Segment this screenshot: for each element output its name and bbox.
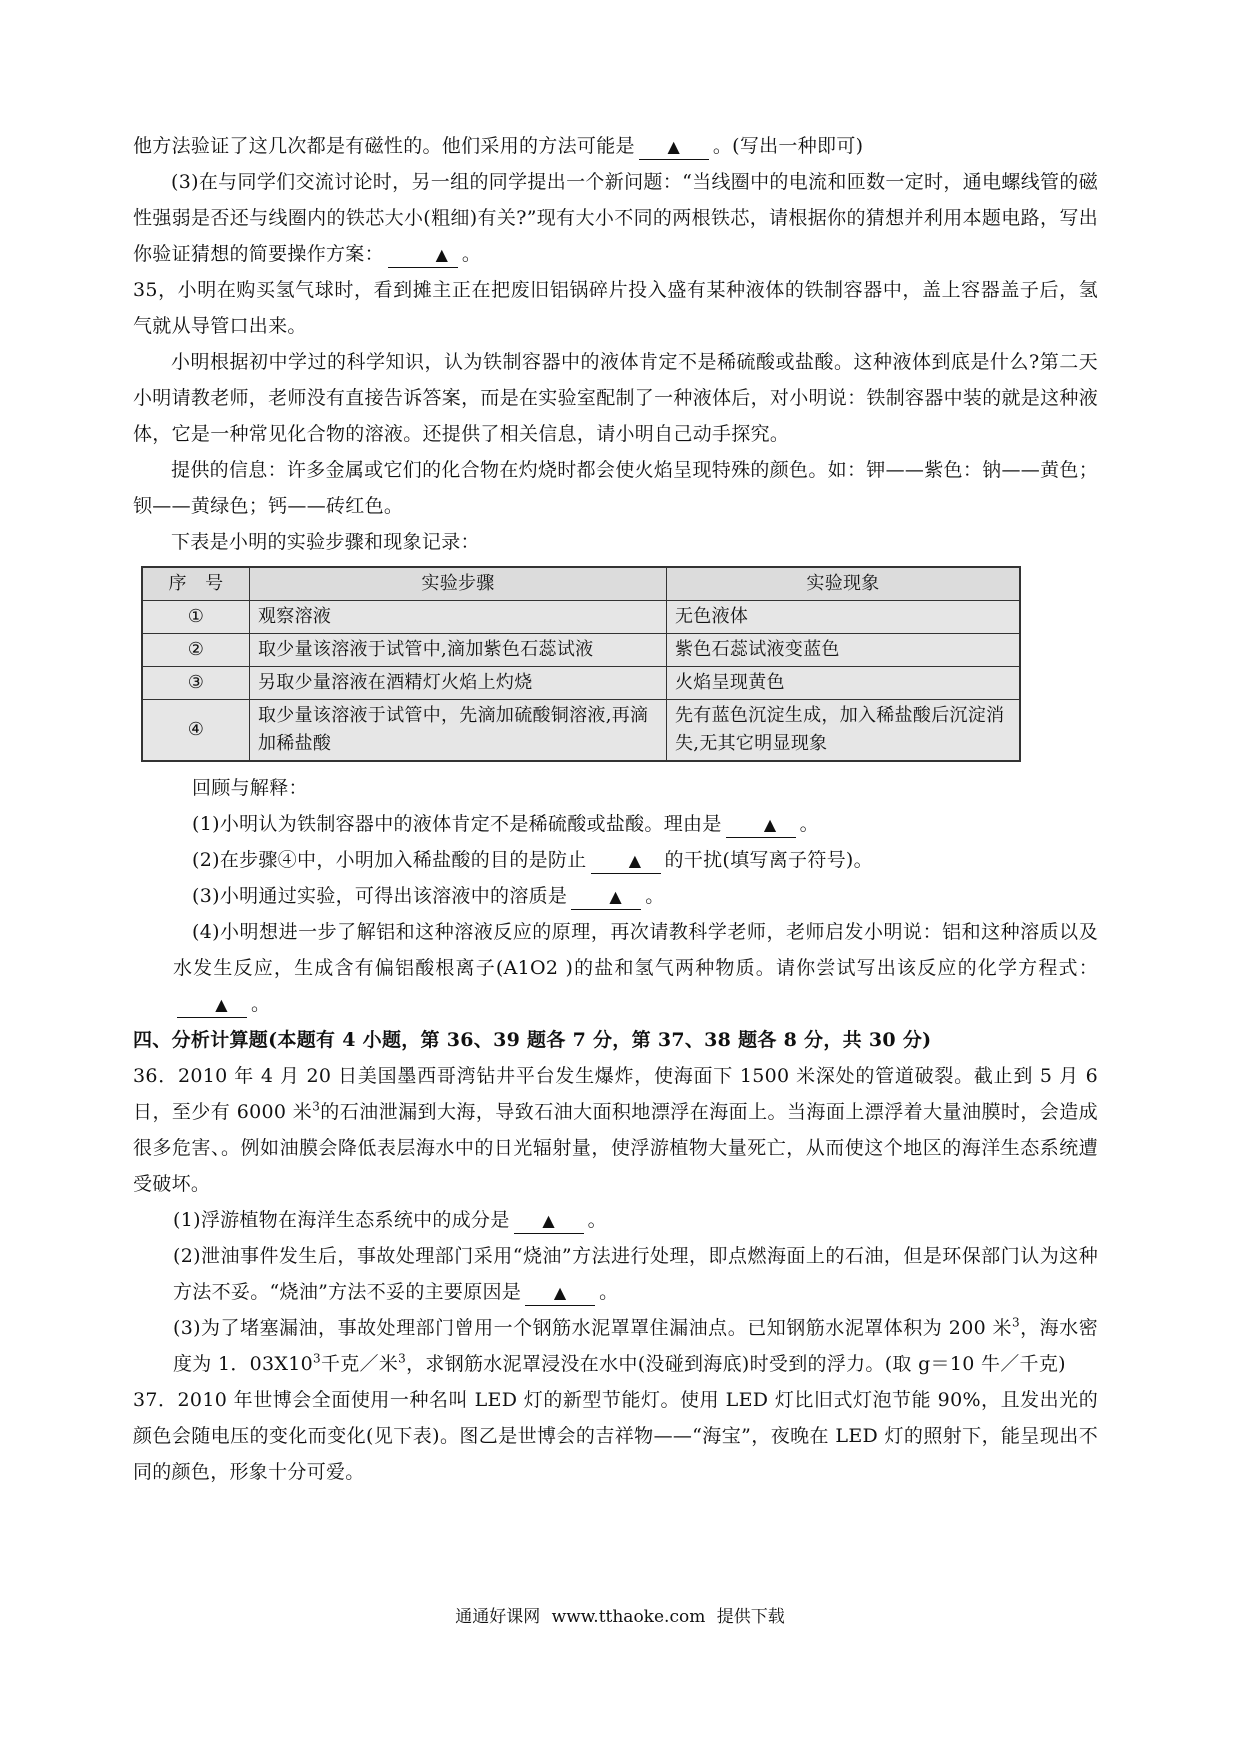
page-footer [0,1602,1240,1627]
row-observation: 火焰呈现黄色 [667,667,1021,700]
q35-r1: (1)小明认为铁制容器中的液体肯定不是稀硫酸或盐酸。理由是 ▲ 。 [133,806,1098,842]
row-step: 观察溶液 [250,601,667,634]
answer-blank[interactable]: ▲ [525,1280,595,1306]
table-row [142,700,1020,762]
col-header-step: 实验步骤 [250,567,667,601]
answer-blank[interactable]: ▲ [639,134,709,160]
q35-para1: 小明根据初中学过的科学知识，认为铁制容器中的液体肯定不是稀硫酸或盐酸。这种液体到底是什么?第二天小明请教老师，老师没有直接告诉答案，而是在实验室配制了一种液体后，对小明说：铁制容器中装的就是这种液体，它是一种常见化合物的溶液。还提供了相关信息，请小明自己动手探究。 [133,351,1099,445]
row-index: ② [142,634,250,667]
q36-intro: 36．2010 年 4 月 20 日美国墨西哥湾钻井平台发生爆炸，使海面下 1500 米深处的管道破裂。截止到 5 月 6 日，至少有 6000 米$^3$的石油泄漏到大海，导致石油大面积地漂浮在海面上。当海面上漂浮着大量油膜时，会造成很多危害、。例如油膜会降低表层海水中的日光辐射量，使浮游植物大量死亡，从而使这个地区的海洋生态系统遭受破坏。 [133,1065,1098,1195]
row-observation: 无色液体 [667,601,1021,634]
table-row [142,601,1020,634]
row-index: ① [142,601,250,634]
col-header-index: 序 号 [142,567,250,601]
answer-blank[interactable]: ▲ [591,848,661,874]
q35-table-intro: 下表是小明的实验步骤和现象记录： [171,531,480,553]
row-observation: 紫色石蕊试液变蓝色 [667,634,1021,667]
footer-action: 提供下载 [716,1607,785,1627]
q35-r4: (4)小明想进一步了解铝和这种溶液反应的原理，再次请教科学老师，老师启发小明说：铝和这种溶质以及水发生反应，生成含有偏铝酸根离子(A1O2 )的盐和氢气两种物质。请你尝试写出该反应的化学方程式：▲ 。 [133,914,1098,1022]
footer-url[interactable]: www.tthaoke.com [551,1607,706,1627]
answer-blank[interactable]: ▲ [726,812,796,838]
q34-method-line: 他方法验证了这几次都是有磁性的。他们采用的方法可能是 ▲ 。(写出一种即可) [133,128,1098,164]
q36-s1: (1)浮游植物在海洋生态系统中的成分是 ▲ 。 [133,1202,1098,1238]
answer-blank[interactable]: ▲ [571,884,641,910]
q36-s3: (3)为了堵塞漏油，事故处理部门曾用一个钢筋水泥罩罩住漏油点。已知钢筋水泥罩体积为 200 米$^3$，海水密度为 1．$03X10^3$千克／米$^3$，求钢筋水泥罩浸没在水中(没碰到海底)时受到的浮力。(取 g＝10 牛／千克) [173,1315,1098,1375]
q34-sub3: (3)在与同学们交流讨论时，另一组的同学提出一个新问题：“当线圈中的电流和匝数一定时，通电螺线管的磁性强弱是否还与线圈内的铁芯大小(粗细)有关?”现有大小不同的两根铁芯，请根据你的猜想并利用本题电路，写出你验证猜想的简要操作方案： ▲ 。 [133,164,1098,272]
row-index: ④ [142,700,250,762]
table-header-row [142,567,1020,601]
q35-review-title: 回顾与解释： [192,777,308,799]
row-step: 取少量该溶液于试管中,滴加紫色石蕊试液 [250,634,667,667]
q35-r3: (3)小明通过实验，可得出该溶液中的溶质是 ▲ 。 [133,878,1098,914]
experiment-table [141,566,1021,762]
q35-intro: 35，小明在购买氢气球时，看到摊主正在把废旧铝锅碎片投入盛有某种液体的铁制容器中，盖上容器盖子后，氢气就从导管口出来。 [133,279,1098,337]
row-step: 取少量该溶液于试管中，先滴加硫酸铜溶液,再滴加稀盐酸 [250,700,667,762]
q35-r2: (2)在步骤④中，小明加入稀盐酸的目的是防止 ▲ 的干扰(填写离子符号)。 [133,842,1098,878]
q35-info: 提供的信息：许多金属或它们的化合物在灼烧时都会使火焰呈现特殊的颜色。如：钾——紫色：钠——黄色；钡——黄绿色；钙——砖红色。 [133,459,1098,517]
table-row [142,634,1020,667]
row-step: 另取少量溶液在酒精灯火焰上灼烧 [250,667,667,700]
col-header-observation: 实验现象 [667,567,1021,601]
q37-text: 37．2010 年世博会全面使用一种名叫 LED 灯的新型节能灯。使用 LED 灯比旧式灯泡节能 90%，且发出光的颜色会随电压的变化而变化(见下表)。图乙是世博会的吉祥物——“海宝”，夜晚在 LED 灯的照射下，能呈现出不同的颜色，形象十分可爱。 [133,1389,1098,1483]
q36-s2: (2)泄油事件发生后，事故处理部门采用“烧油”方法进行处理，即点燃海面上的石油，但是环保部门认为这种方法不妥。“烧油”方法不妥的主要原因是 ▲ 。 [133,1238,1098,1310]
answer-blank[interactable]: ▲ [388,242,458,268]
exam-content [133,128,1098,1490]
section-heading: 四、分析计算题(本题有 4 小题，第 36、39 题各 7 分，第 37、38 题各 8 分，共 30 分) [133,1029,932,1051]
answer-blank[interactable]: ▲ [177,992,247,1018]
answer-blank[interactable]: ▲ [514,1208,584,1234]
row-observation: 先有蓝色沉淀生成，加入稀盐酸后沉淀消失,无其它明显现象 [667,700,1021,762]
row-index: ③ [142,667,250,700]
table-row [142,667,1020,700]
footer-site-name: 通通好课网 [455,1607,541,1627]
